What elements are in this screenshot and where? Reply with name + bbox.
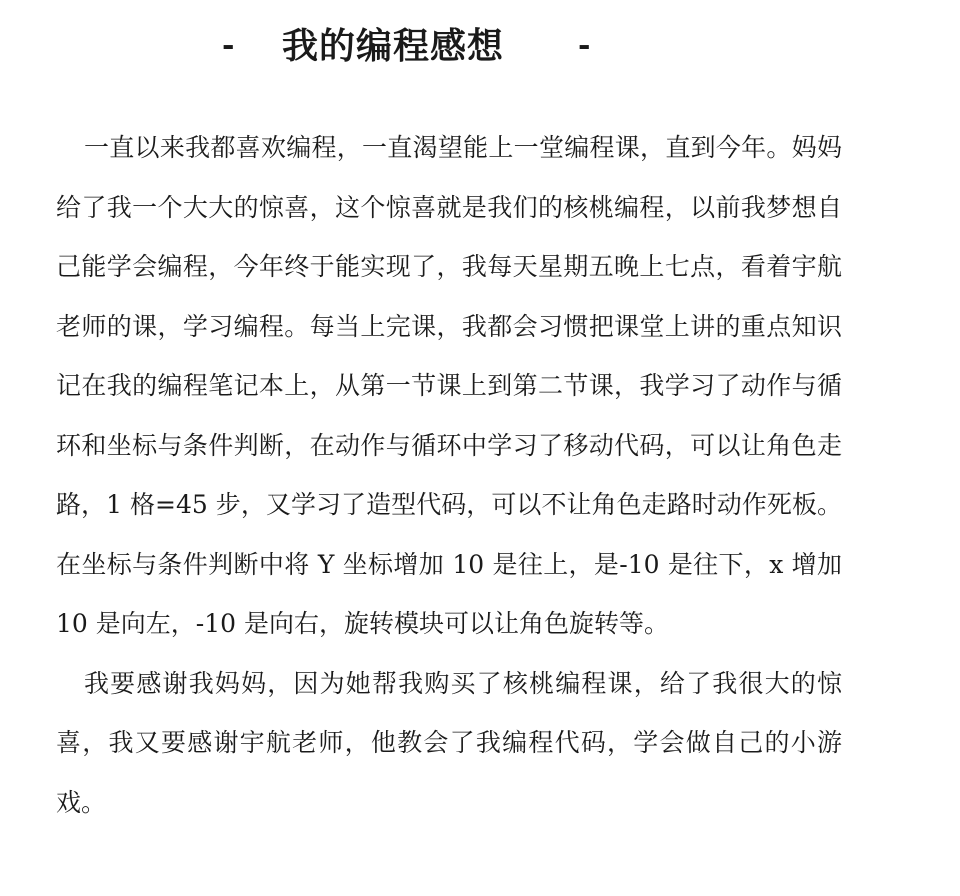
essay-body [56,118,842,832]
page-title: 我的编程感想 [282,25,505,67]
title-dash-right: - [578,28,591,63]
paragraph-2: 我要感谢我妈妈，因为她帮我购买了核桃编程课，给了我很大的惊喜，我又要感谢宇航老师，他教会了我编程代码，学会做自己的小游戏。 [56,668,842,817]
paragraph-1: 一直以来我都喜欢编程，一直渴望能上一堂编程课，直到今年。妈妈给了我一个大大的惊喜，这个惊喜就是我们的核桃编程，以前我梦想自己能学会编程，今年终于能实现了，我每天星期五晚上七点，看着宇航老师的课，学习编程。每当上完课，我都会习惯把课堂上讲的重点知识记在我的编程笔记本上，从第一节课上到第二节课，我学习了动作与循环和坐标与条件判断，在动作与循环中学习了移动代码，可以让角色走路，1 格=45 步，又学习了造型代码，可以不让角色走路时动作死板。在坐标与条件判断中将 Y 坐标增加 10 是往上，是-10 是往下，x 增加 10 是向左，-10 是向右，旋转模块可以让角色旋转等。 [56,133,842,638]
title-dash-left: - [222,28,235,63]
title-row [0,16,840,76]
